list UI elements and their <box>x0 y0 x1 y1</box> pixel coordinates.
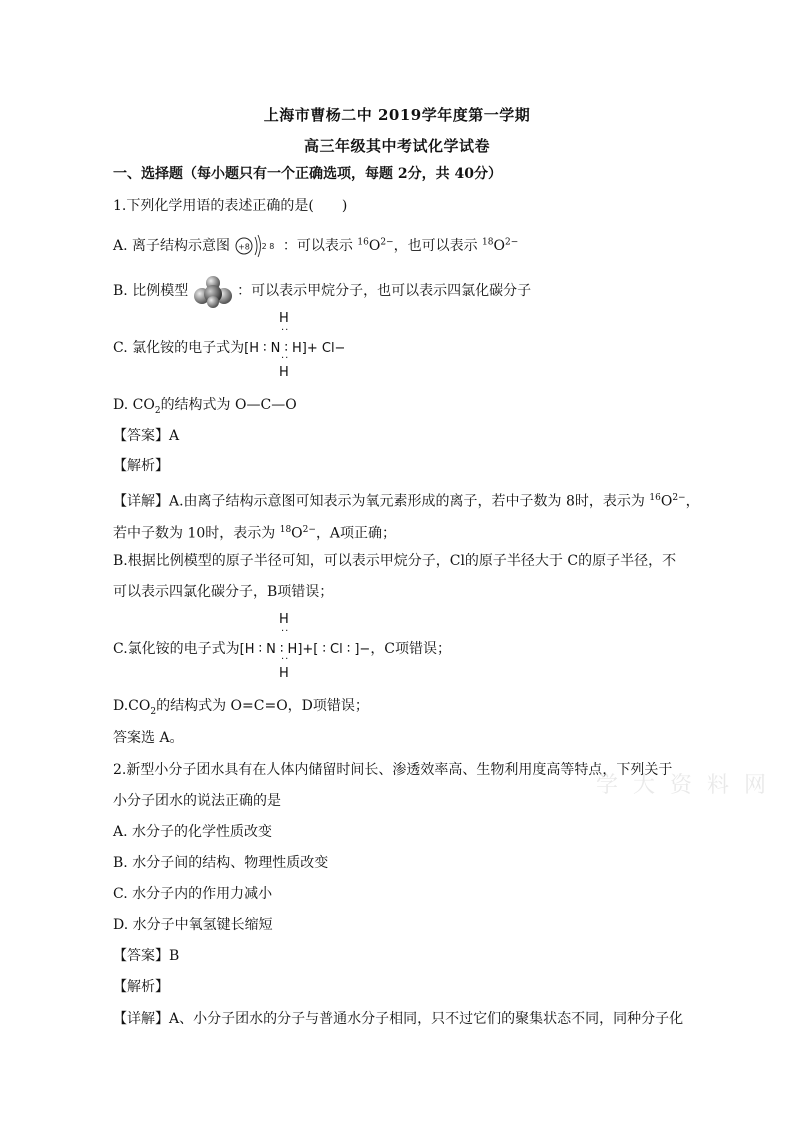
question-2-stem-line-2: 小分子团水的说法正确的是 <box>113 793 281 809</box>
question-1-option-b <box>113 274 531 308</box>
question-2-option-a: A. 水分子的化学性质改变 <box>113 824 273 840</box>
iso1-mass: 16 <box>357 237 369 248</box>
detail-line-3: B.根据比例模型的原子半径可知，可以表示甲烷分子，Cl的原子半径大于 C的原子半径，不 <box>113 553 677 569</box>
dots-top: ·· <box>281 325 290 336</box>
analysis-label: 【解析】 <box>113 458 169 474</box>
detail-6-text-2: 的结构式为 O=C=O，D项错误； <box>156 698 369 714</box>
question-2-option-d: D. 水分子中氧氢键长缩短 <box>113 917 273 933</box>
detail-line-6 <box>113 696 369 722</box>
dots-bottom: ·· <box>281 353 290 364</box>
iso2-mass: 18 <box>482 237 494 248</box>
space-filling-model-image <box>193 274 233 308</box>
iso2-symbol: O <box>493 238 505 254</box>
detail-1-text: 【详解】A.由离子结构示意图可知表示为氧元素形成的离子，若中子数为 8时，表示为 <box>113 493 650 510</box>
option-b-text-2: ：可以表示甲烷分子，也可以表示四氯化碳分子 <box>237 283 532 299</box>
question-2-option-c: C. 水分子内的作用力减小 <box>113 886 273 902</box>
option-a-text: A. 离子结构示意图 <box>113 238 231 254</box>
question-1-option-a <box>113 232 518 260</box>
option-a-text-2: ：可以表示 <box>282 238 358 254</box>
detail-iso1-mass: 16 <box>649 493 661 503</box>
ion-structure-diagram <box>234 232 278 260</box>
ammonium-chloride-formula-correct: [H ∶ N ∶ H]+[ ∶ Cl ∶ ]− <box>239 642 371 657</box>
detail-5-text: C.氯化铵的电子式为 <box>113 641 240 657</box>
option-c-text: C. 氯化铵的电子式为 <box>113 340 245 356</box>
detail-co2-subscript: 2 <box>150 706 157 717</box>
h-bottom-label: H <box>279 365 289 380</box>
detail-iso1-charge: 2− <box>672 493 686 503</box>
exam-title: 上海市曹杨二中 2019学年度第一学期 <box>263 106 531 124</box>
answer-conclusion: 答案选 A。 <box>113 730 184 746</box>
watermark: 学 大 资 料 网 <box>596 773 770 798</box>
answer-label: 【答案】A <box>113 428 180 444</box>
co2-subscript: 2 <box>154 405 161 416</box>
detail-dots-top: ·· <box>281 626 290 637</box>
question-1-stem: 1.下列化学用语的表述正确的是( ) <box>113 198 348 214</box>
ammonium-chloride-formula-wrong: [H ∶ N ∶ H]+ Cl− <box>244 341 346 356</box>
section-heading: 一、选择题（每小题只有一个正确选项，每题 2分，共 40分） <box>113 166 502 182</box>
detail-iso2-symbol: O <box>291 525 303 542</box>
option-d-text: D. CO <box>113 397 155 413</box>
question-2-option-b: B. 水分子间的结构、物理性质改变 <box>113 855 329 871</box>
question-1-option-c <box>113 338 345 359</box>
iso1-symbol: O <box>368 238 381 254</box>
question-2-stem-line-1: 2.新型小分子团水具有在人体内储留时间长、渗透效率高、生物利用度高等特点，下列关于 <box>113 762 673 778</box>
iso1-charge: 2− <box>380 237 394 248</box>
detail-line-4: 可以表示四氯化碳分子，B项错误； <box>113 584 334 600</box>
detail-5-text-2: ，C项错误； <box>370 641 452 657</box>
detail-iso1-symbol: O <box>660 493 673 510</box>
detail-dots-bottom: ·· <box>281 654 290 665</box>
detail-line-2 <box>113 520 396 544</box>
detail-line-1 <box>113 488 700 512</box>
detail-2-text-2: ，A项正确； <box>315 525 397 542</box>
detail-2-text: 若中子数为 10时，表示为 <box>113 525 280 542</box>
option-d-text-2: 的结构式为 O—C—O <box>160 397 297 413</box>
detail-1-comma: ， <box>685 493 700 510</box>
exam-subtitle: 高三年级其中考试化学试卷 <box>303 137 490 155</box>
option-b-text: B. 比例模型 <box>113 283 189 299</box>
question-2-detail: 【详解】A、小分子团水的分子与普通水分子相同，只不过它们的聚集状态不同，同种分子化 <box>113 1011 684 1027</box>
detail-iso2-mass: 18 <box>279 525 292 535</box>
h-top-label: H <box>279 311 289 326</box>
detail-h-top-label: H <box>279 612 289 627</box>
option-a-text-3: ，也可以表示 <box>393 238 483 254</box>
iso2-charge: 2− <box>504 237 519 248</box>
nucleus-label: +8 <box>238 242 251 252</box>
detail-iso2-charge: 2− <box>302 525 316 535</box>
detail-6-text: D.CO <box>113 698 151 714</box>
shell-electron-label: 2 8 <box>262 242 275 251</box>
detail-h-bottom-label: H <box>279 666 289 681</box>
question-2-answer: 【答案】B <box>113 948 180 964</box>
question-1-option-d <box>113 395 297 421</box>
question-2-analysis: 【解析】 <box>113 979 169 995</box>
